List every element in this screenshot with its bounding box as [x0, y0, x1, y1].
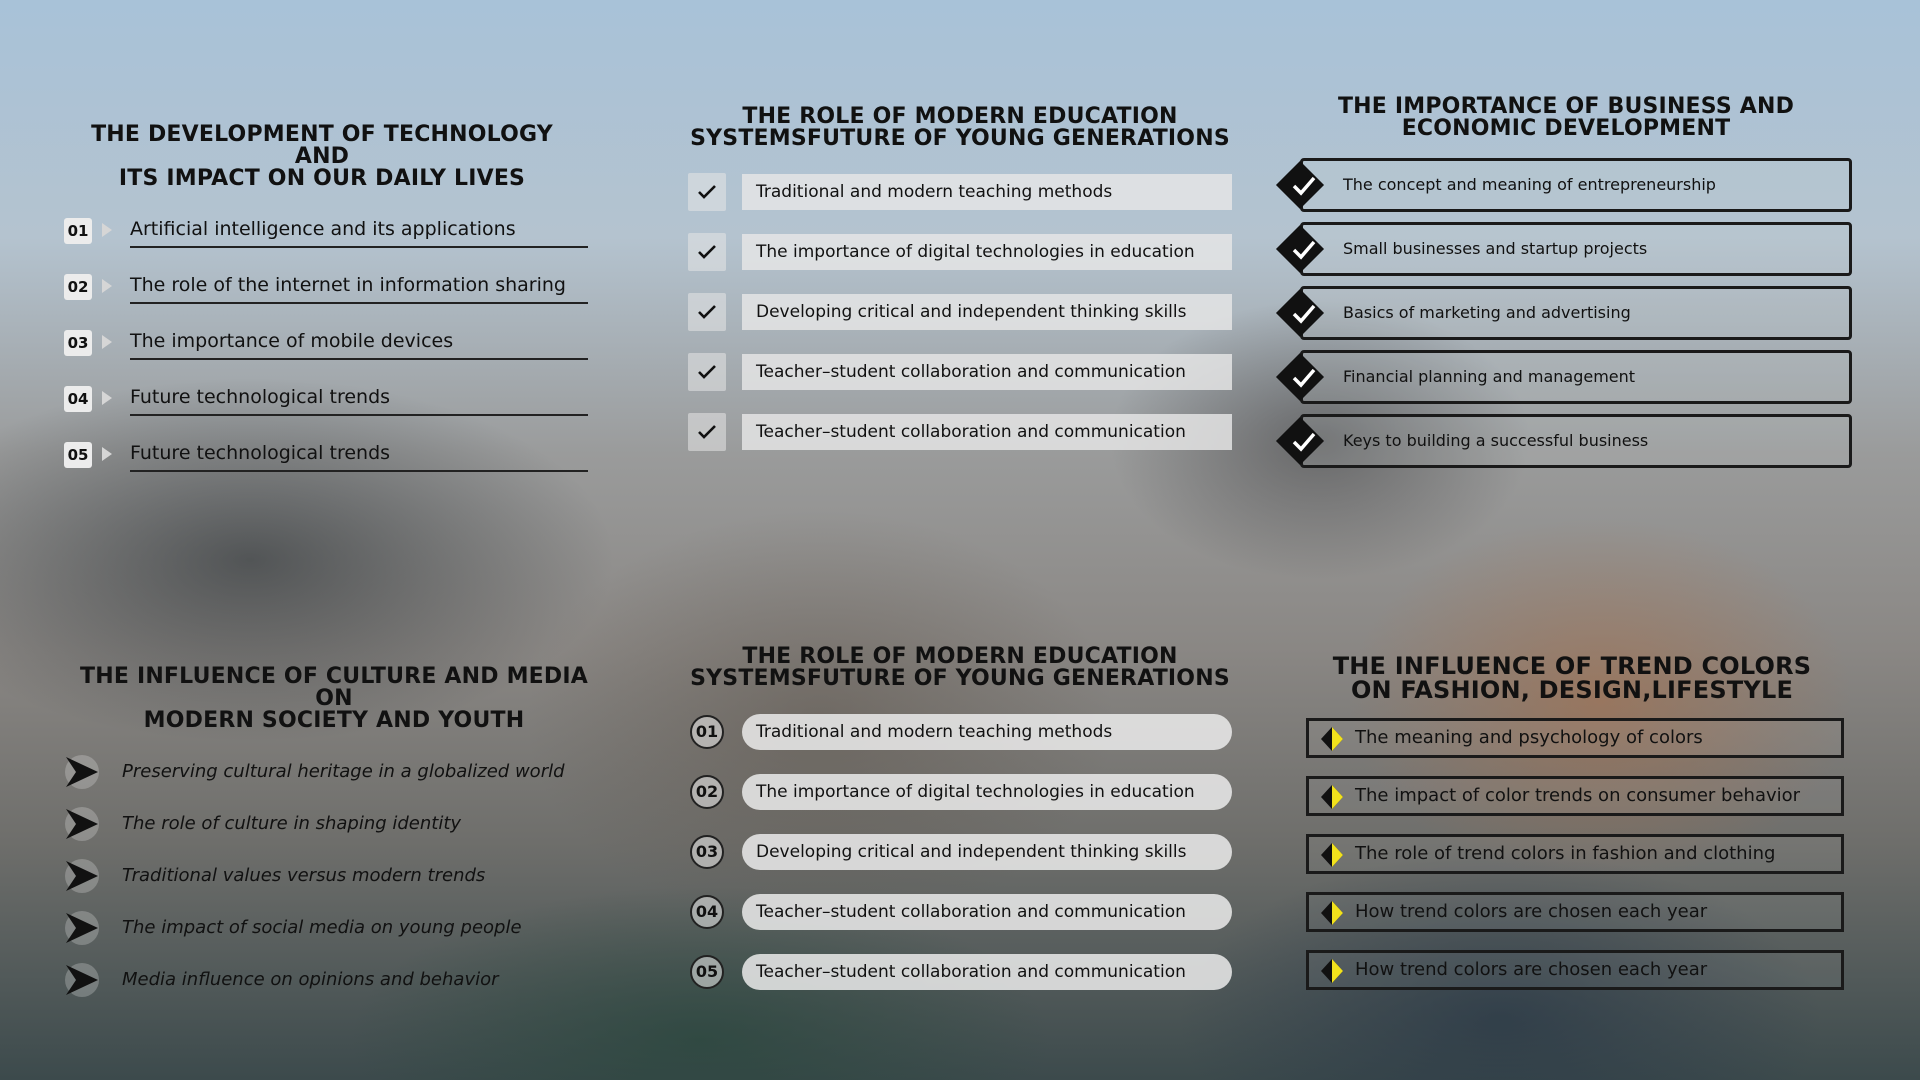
panel-culture	[64, 666, 604, 1014]
checkbox[interactable]	[688, 233, 726, 271]
item-number: 05	[64, 442, 92, 468]
checkbox[interactable]	[688, 173, 726, 211]
item-label: Keys to building a successful business	[1300, 414, 1852, 468]
panel-title	[688, 646, 1232, 690]
checkmark-icon	[697, 423, 717, 441]
panel-title	[688, 106, 1232, 150]
checkmark-icon	[1284, 361, 1324, 395]
item-label: The importance of digital technologies in education	[742, 234, 1232, 270]
title-line: THE IMPORTANCE OF BUSINESS AND	[1337, 94, 1795, 119]
item-number: 02	[690, 775, 724, 809]
list-item	[62, 318, 592, 374]
item-label: The role of trend colors in fashion and clothing	[1306, 834, 1844, 874]
checkbox[interactable]	[688, 353, 726, 391]
list-item	[62, 262, 592, 318]
title-line: THE ROLE OF MODERN EDUCATION	[742, 104, 1178, 129]
arrowhead-icon	[64, 962, 102, 998]
title-line: ITS IMPACT ON OUR DAILY LIVES	[118, 166, 526, 191]
list-item	[1300, 834, 1844, 892]
item-label: How trend colors are chosen each year	[1306, 892, 1844, 932]
item-label: Teacher–student collaboration and communication	[742, 954, 1232, 990]
title-line: SYSTEMSFUTURE OF YOUNG GENERATIONS	[690, 666, 1230, 691]
item-label: Developing critical and independent thinking skills	[742, 834, 1232, 870]
item-label: Media influence on opinions and behavior	[122, 969, 499, 990]
item-label: Small businesses and startup projects	[1300, 222, 1852, 276]
triangle-right-icon	[102, 223, 112, 237]
item-label: Basics of marketing and advertising	[1300, 286, 1852, 340]
panel-title	[1280, 96, 1852, 140]
item-number: 03	[64, 330, 92, 356]
title-line: ON FASHION, DESIGN,LIFESTYLE	[1350, 676, 1794, 704]
list-item	[1300, 892, 1844, 950]
list-item	[1300, 718, 1844, 776]
triangle-right-icon	[102, 447, 112, 461]
item-number: 01	[64, 218, 92, 244]
list-item	[1300, 950, 1844, 1008]
item-label: Future technological trends	[130, 438, 588, 472]
item-label: Traditional values versus modern trends	[122, 865, 486, 886]
list-item	[62, 374, 592, 430]
checkmark-icon	[1284, 233, 1324, 267]
item-label: The impact of social media on young people	[122, 917, 522, 938]
checkmark-icon	[1284, 169, 1324, 203]
list-item	[1280, 350, 1852, 414]
triangle-right-icon	[102, 335, 112, 349]
item-label: The impact of color trends on consumer behavior	[1306, 776, 1844, 816]
arrowhead-icon	[64, 910, 102, 946]
triangle-right-icon	[102, 391, 112, 405]
list-item	[64, 910, 604, 962]
panel-title	[62, 124, 582, 190]
yellow-diamond-icon	[1320, 784, 1344, 810]
list-item	[1280, 286, 1852, 350]
item-label: Teacher–student collaboration and communication	[742, 894, 1232, 930]
title-line: THE INFLUENCE OF TREND COLORS	[1332, 652, 1812, 680]
item-number: 03	[690, 835, 724, 869]
list-item	[62, 206, 592, 262]
item-label: Traditional and modern teaching methods	[742, 714, 1232, 750]
item-label: Future technological trends	[130, 382, 588, 416]
panel-business	[1280, 96, 1852, 478]
item-number: 05	[690, 955, 724, 989]
list-item	[688, 412, 1232, 472]
checkmark-icon	[1284, 425, 1324, 459]
yellow-diamond-icon	[1320, 726, 1344, 752]
list-item	[1300, 776, 1844, 834]
item-label: How trend colors are chosen each year	[1306, 950, 1844, 990]
title-line: THE INFLUENCE OF CULTURE AND MEDIA ON	[80, 664, 588, 711]
title-line: ECONOMIC DEVELOPMENT	[1401, 116, 1731, 141]
list-item	[688, 352, 1232, 412]
panel-trend-colors	[1300, 654, 1844, 1008]
checkmark-icon	[697, 303, 717, 321]
yellow-diamond-icon	[1320, 900, 1344, 926]
list-item	[688, 834, 1232, 894]
item-label: Teacher–student collaboration and communication	[742, 354, 1232, 390]
checkmark-icon	[697, 243, 717, 261]
checkbox[interactable]	[688, 293, 726, 331]
checkmark-icon	[697, 183, 717, 201]
list-item	[688, 954, 1232, 1014]
arrowhead-icon	[64, 806, 102, 842]
list-item	[1280, 414, 1852, 478]
panel-title	[64, 666, 604, 732]
list-item	[688, 894, 1232, 954]
item-label: Preserving cultural heritage in a globalized world	[122, 761, 565, 782]
panel-education-checklist	[688, 106, 1232, 472]
item-label: Artificial intelligence and its applications	[130, 214, 588, 248]
title-line: SYSTEMSFUTURE OF YOUNG GENERATIONS	[690, 126, 1230, 151]
item-label: Traditional and modern teaching methods	[742, 174, 1232, 210]
title-line: MODERN SOCIETY AND YOUTH	[143, 708, 525, 733]
item-label: The role of the internet in information sharing	[130, 270, 588, 304]
checkmark-icon	[1284, 297, 1324, 331]
list-item	[688, 172, 1232, 232]
list-item	[688, 714, 1232, 774]
item-label: The meaning and psychology of colors	[1306, 718, 1844, 758]
panel-technology	[62, 124, 592, 486]
yellow-diamond-icon	[1320, 842, 1344, 868]
panel-title	[1300, 654, 1844, 702]
list-item	[688, 292, 1232, 352]
list-item	[688, 232, 1232, 292]
checkmark-icon	[697, 363, 717, 381]
list-item	[64, 962, 604, 1014]
item-label: Teacher–student collaboration and communication	[742, 414, 1232, 450]
panel-education-numbered	[688, 646, 1232, 1014]
checkbox[interactable]	[688, 413, 726, 451]
triangle-right-icon	[102, 279, 112, 293]
item-label: The concept and meaning of entrepreneurship	[1300, 158, 1852, 212]
title-line: THE ROLE OF MODERN EDUCATION	[742, 644, 1178, 669]
item-number: 04	[64, 386, 92, 412]
item-label: Financial planning and management	[1300, 350, 1852, 404]
title-line: THE DEVELOPMENT OF TECHNOLOGY AND	[91, 122, 553, 169]
list-item	[64, 806, 604, 858]
item-label: The importance of mobile devices	[130, 326, 588, 360]
list-item	[1280, 158, 1852, 222]
list-item	[64, 754, 604, 806]
list-item	[1280, 222, 1852, 286]
yellow-diamond-icon	[1320, 958, 1344, 984]
item-number: 02	[64, 274, 92, 300]
list-item	[62, 430, 592, 486]
arrowhead-icon	[64, 858, 102, 894]
item-label: The role of culture in shaping identity	[122, 813, 462, 834]
list-item	[688, 774, 1232, 834]
list-item	[64, 858, 604, 910]
item-number: 01	[690, 715, 724, 749]
arrowhead-icon	[64, 754, 102, 790]
item-label: Developing critical and independent thinking skills	[742, 294, 1232, 330]
item-label: The importance of digital technologies in education	[742, 774, 1232, 810]
item-number: 04	[690, 895, 724, 929]
